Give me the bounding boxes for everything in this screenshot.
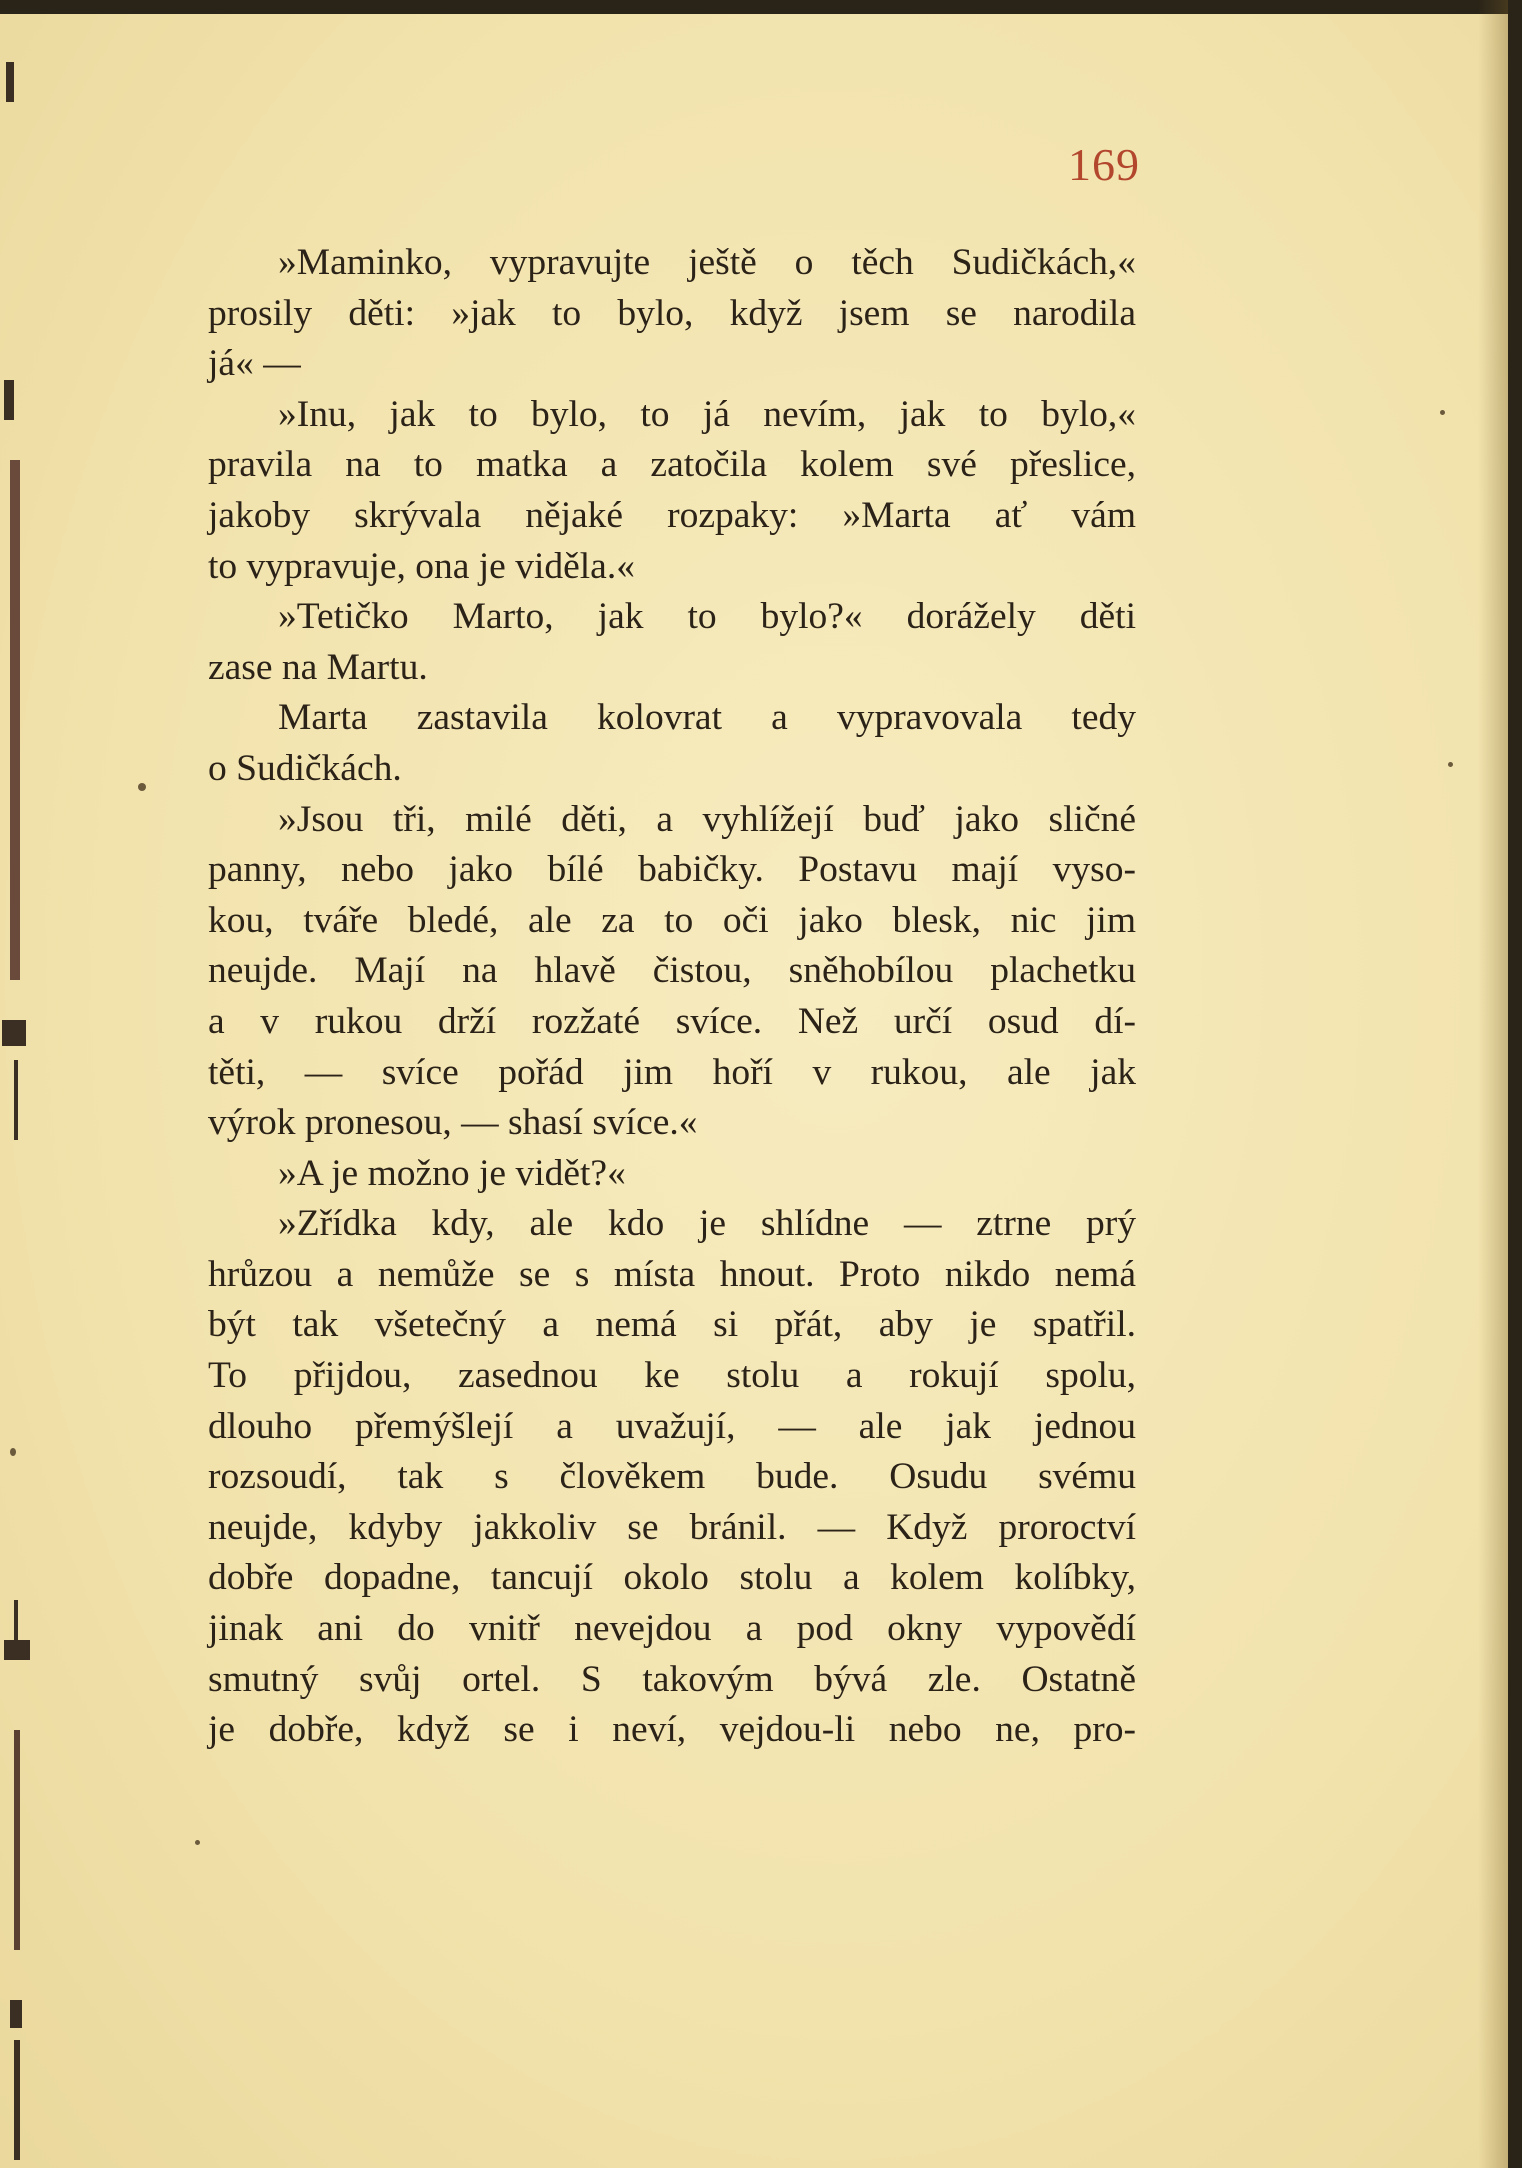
page-top-edge (0, 0, 1522, 14)
binding-mark (14, 2040, 20, 2160)
text-line: kou, tváře bledé, ale za to oči jako blesk, nic jim (208, 899, 1136, 941)
text-line: výrok pronesou, — shasí svíce.« (208, 1102, 698, 1144)
text-line: těti, — svíce pořád jim hoří v rukou, ale jak (208, 1051, 1136, 1093)
paper-spot (1448, 762, 1453, 767)
text-line: To přijdou, zasednou ke stolu a rokují spolu, (208, 1355, 1136, 1397)
text-line: to vypravuje, ona je viděla.« (208, 545, 635, 587)
text-line: být tak všetečný a nemá si přát, aby je spatřil. (208, 1304, 1136, 1346)
paper-spot (10, 1448, 16, 1456)
binding-mark (10, 460, 20, 980)
text-line: »Tetičko Marto, jak to bylo?« dorážely děti (278, 596, 1136, 638)
text-line: pravila na to matka a zatočila kolem své přeslice, (208, 444, 1136, 486)
binding-mark (14, 1600, 18, 1640)
binding-marks (0, 0, 50, 2168)
text-line: já« — (208, 343, 301, 385)
text-line: hrůzou a nemůže se s místa hnout. Proto nikdo nemá (208, 1253, 1136, 1295)
binding-mark (14, 1060, 18, 1140)
paper-spot (1440, 410, 1445, 415)
text-line: zase na Martu. (208, 646, 428, 688)
text-line: rozsoudí, tak s člověkem bude. Osudu svému (208, 1456, 1136, 1498)
page-number: 169 (1068, 139, 1140, 190)
text-line: »Inu, jak to bylo, to já nevím, jak to bylo,« (278, 393, 1136, 435)
text-line: dlouho přemýšlejí a uvažují, — ale jak jednou (208, 1405, 1136, 1447)
text-line: Marta zastavila kolovrat a vypravovala tedy (278, 697, 1136, 739)
paper-spot (195, 1840, 200, 1845)
text-line: jakoby skrývala nějaké rozpaky: »Marta ať vám (208, 494, 1136, 536)
text-line: a v rukou drží rozžaté svíce. Než určí osud dí- (208, 1000, 1136, 1042)
text-line: »Maminko, vypravujte ještě o těch Sudičkách,« (278, 242, 1136, 283)
binding-mark (6, 62, 14, 102)
text-line: dobře dopadne, tancují okolo stolu a kolem kolíbky, (208, 1557, 1136, 1599)
text-line: »Jsou tři, milé děti, a vyhlížejí buď jako sličné (278, 798, 1136, 840)
text-line: prosily děti: »jak to bylo, když jsem se narodila (208, 292, 1136, 334)
text-line: smutný svůj ortel. S takovým bývá zle. Ostatně (208, 1658, 1136, 1700)
text-line: neujde, kdyby jakkoliv se bránil. — Když proroctví (208, 1506, 1136, 1548)
text-line: jinak ani do vnitř nevejdou a pod okny vypovědí (208, 1608, 1136, 1650)
binding-mark (2, 1020, 26, 1046)
text-line: »A je možno je vidět?« (278, 1152, 626, 1194)
binding-mark (4, 1640, 30, 1660)
page-right-shadow (1478, 0, 1508, 2168)
text-line: je dobře, když se i neví, vejdou-li nebo ne, pro- (208, 1709, 1136, 1751)
text-line: o Sudičkách. (208, 747, 402, 789)
text-line: panny, nebo jako bílé babičky. Postavu mají vyso- (208, 849, 1136, 891)
page-right-edge (1508, 0, 1522, 2168)
text-line: neujde. Mají na hlavě čistou, sněhobílou plachetku (208, 950, 1136, 992)
paper-spot (138, 783, 146, 791)
body-text (208, 238, 1136, 1756)
text-line: »Zřídka kdy, ale kdo je shlídne — ztrne prý (278, 1203, 1136, 1245)
binding-mark (4, 380, 14, 420)
binding-mark (10, 2000, 22, 2028)
binding-mark (14, 1730, 20, 1950)
